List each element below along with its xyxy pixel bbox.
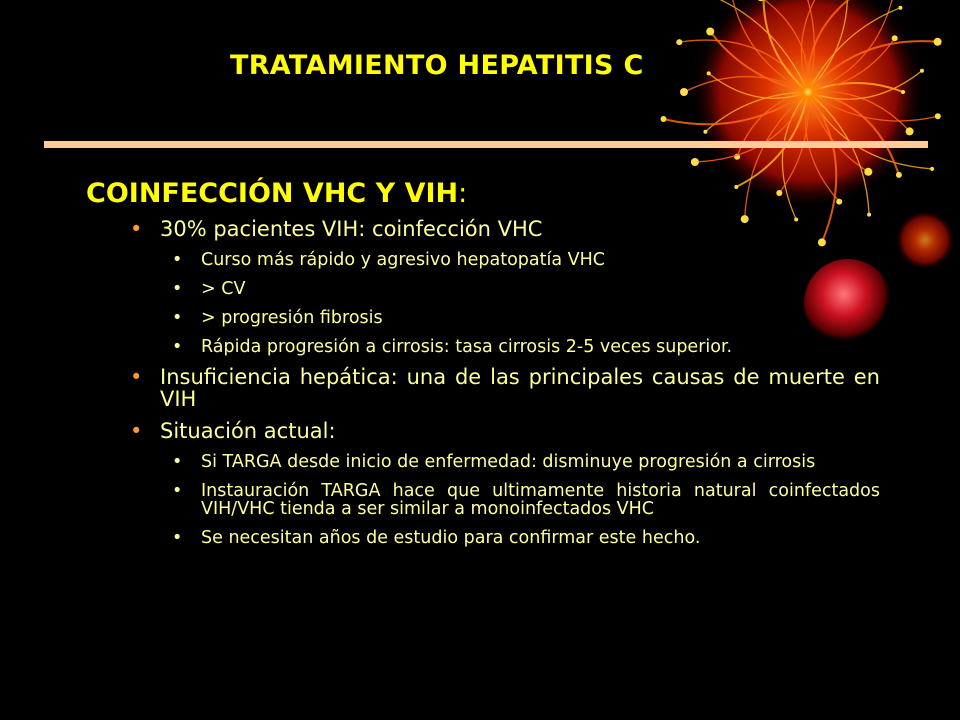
sunburst-decoration	[661, 0, 942, 246]
bullet-item	[130, 366, 880, 410]
sub-bullet-text: Instauración TARGA hace que ultimamente historia natural coinfectados VIH/VHC tienda a ser similar a monoinfectados VHC	[201, 481, 880, 519]
sunburst-dot	[934, 38, 942, 46]
sunburst-dot	[898, 6, 902, 10]
sub-bullet-text: Curso más rápido y agresivo hepatopatía VHC	[201, 250, 605, 270]
bullet-dot-icon: •	[130, 217, 143, 241]
sunburst-dot	[734, 185, 738, 189]
sunburst-dot	[930, 167, 934, 171]
sunburst-dot	[676, 39, 682, 45]
sub-bullet-text: Rápida progresión a cirrosis: tasa cirrosis 2-5 veces superior.	[201, 337, 733, 357]
sunburst-dot	[896, 172, 902, 178]
sunburst-dot	[776, 190, 782, 196]
sub-bullet-item	[172, 309, 880, 327]
bullet-text: Situación actual:	[160, 419, 336, 443]
title-divider	[44, 141, 928, 148]
sub-bullet-dot-icon: •	[172, 308, 183, 328]
bullet-text: Insuficiencia hepática: una de las principales causas de muerte en VIH	[160, 365, 880, 411]
sub-bullet-item	[172, 529, 880, 547]
sub-bullet-dot-icon: •	[172, 279, 183, 299]
sunburst-dot	[935, 113, 941, 119]
sub-bullet-dot-icon: •	[172, 481, 183, 501]
sunburst-dot	[892, 35, 898, 41]
small-orb	[895, 210, 955, 270]
sunburst-dot	[836, 199, 842, 205]
slide-title: TRATAMIENTO HEPATITIS C	[230, 50, 644, 81]
bullet-dot-icon: •	[130, 365, 143, 389]
sunburst-dot	[661, 116, 667, 122]
section-heading-text: COINFECCIÓN VHC Y VIH	[86, 178, 459, 209]
sub-bullet-item	[172, 482, 880, 518]
sub-bullet-text: Se necesitan años de estudio para confirmar este hecho.	[201, 528, 701, 548]
sub-bullet-dot-icon: •	[172, 337, 183, 357]
bullet-item	[130, 420, 880, 442]
sunburst-dot	[864, 168, 872, 176]
sub-bullet-dot-icon: •	[172, 452, 183, 472]
sunburst-dot	[680, 88, 688, 96]
sunburst-dot	[920, 69, 924, 73]
section-heading	[86, 178, 467, 209]
sub-bullet-text: > progresión fibrosis	[201, 308, 383, 328]
sub-bullet-dot-icon: •	[172, 250, 183, 270]
sub-bullet-text: Si TARGA desde inicio de enfermedad: disminuye progresión a cirrosis	[201, 452, 816, 472]
sunburst-dot	[901, 90, 905, 94]
sub-bullet-item	[172, 280, 880, 298]
sub-bullet-item	[172, 453, 880, 471]
sunburst-dot	[706, 28, 714, 36]
sub-bullet-text: > CV	[201, 279, 246, 299]
sunburst-dot	[707, 71, 711, 75]
sunburst-dot	[867, 213, 871, 217]
sunburst-dot	[703, 130, 707, 134]
sunburst-center-glow	[792, 76, 824, 108]
section-heading-colon: :	[458, 178, 468, 209]
sunburst-dot	[906, 127, 914, 135]
bullet-text: 30% pacientes VIH: coinfección VHC	[160, 217, 543, 241]
sub-bullet-item	[172, 251, 880, 269]
bullet-item	[130, 218, 880, 240]
bullet-dot-icon: •	[130, 419, 143, 443]
sub-bullet-item	[172, 338, 880, 356]
sunburst-dot	[691, 158, 699, 166]
bullet-list	[130, 218, 880, 547]
sub-bullet-dot-icon: •	[172, 528, 183, 548]
